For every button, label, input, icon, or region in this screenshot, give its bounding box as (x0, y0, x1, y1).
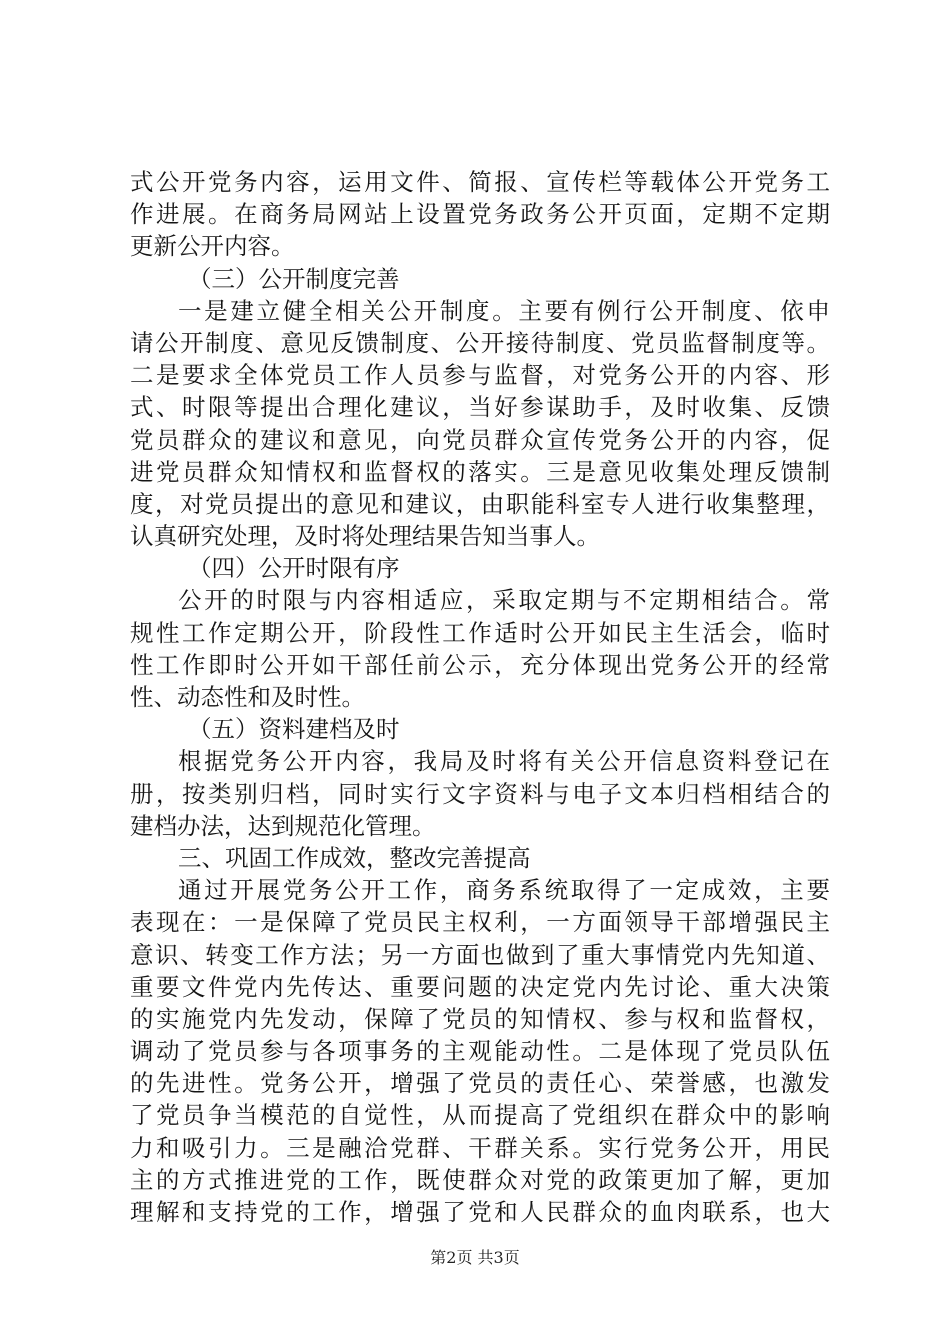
text-line: 表现在：一是保障了党员民主权利，一方面领导干部增强民主 (130, 908, 830, 937)
text-line: 主的方式推进党的工作，既使群众对党的政策更加了解，更加 (130, 1165, 830, 1194)
text-line: 式、时限等提出合理化建议，当好参谋助手，及时收集、反馈 (130, 393, 830, 422)
text-line: 公开的时限与内容相适应，采取定期与不定期相结合。常 (178, 586, 830, 615)
text-line: 通过开展党务公开工作，商务系统取得了一定成效，主要 (178, 876, 830, 905)
text-line: 根据党务公开内容，我局及时将有关公开信息资料登记在 (178, 747, 830, 776)
text-line: 理解和支持党的工作，增强了党和人民群众的血肉联系，也大 (130, 1198, 830, 1226)
text-line: 册，按类别归档，同时实行文字资料与电子文本归档相结合的 (130, 779, 830, 808)
section-heading: 三、巩固工作成效，整改完善提高 (178, 843, 531, 872)
section-heading: （四）公开时限有序 (188, 554, 400, 583)
text-line: 规性工作定期公开，阶段性工作适时公开如民主生活会，临时 (130, 618, 830, 647)
section-heading: （五）资料建档及时 (188, 715, 400, 744)
text-line: 调动了党员参与各项事务的主观能动性。二是体现了党员队伍 (130, 1037, 830, 1066)
text-line: 的先进性。党务公开，增强了党员的责任心、荣誉感，也激发 (130, 1069, 830, 1098)
text-line: 性、动态性和及时性。 (130, 683, 365, 711)
text-line: 党员群众的建议和意见，向党员群众宣传党务公开的内容，促 (130, 425, 830, 454)
section-heading: （三）公开制度完善 (188, 264, 400, 293)
text-line: 的实施党内先发动，保障了党员的知情权、参与权和监督权， (130, 1004, 830, 1033)
text-line: 进党员群众知情权和监督权的落实。三是意见收集处理反馈制 (130, 457, 830, 486)
text-line: 性工作即时公开如干部任前公示，充分体现出党务公开的经常 (130, 650, 830, 679)
text-line: 度，对党员提出的意见和建议，由职能科室专人进行收集整理， (130, 489, 830, 518)
text-line: 二是要求全体党员工作人员参与监督，对党务公开的内容、形 (130, 361, 830, 390)
text-line: 建档办法，达到规范化管理。 (130, 811, 436, 840)
text-line: 式公开党务内容，运用文件、简报、宣传栏等载体公开党务工 (130, 168, 830, 196)
text-line: 了党员争当模范的自觉性，从而提高了党组织在群众中的影响 (130, 1101, 830, 1130)
text-line: 作进展。在商务局网站上设置党务政务公开页面，定期不定期 (130, 200, 830, 229)
text-line: 重要文件党内先传达、重要问题的决定党内先讨论、重大决策 (130, 972, 830, 1001)
text-line: 认真研究处理，及时将处理结果告知当事人。 (130, 522, 600, 551)
text-line: 意识、转变工作方法；另一方面也做到了重大事情党内先知道、 (130, 940, 830, 969)
text-line: 更新公开内容。 (130, 232, 295, 261)
text-line: 力和吸引力。三是融洽党群、干群关系。实行党务公开，用民 (130, 1133, 830, 1162)
text-line: 请公开制度、意见反馈制度、公开接待制度、党员监督制度等。 (130, 328, 830, 357)
page-number-footer: 第2页 共3页 (430, 1248, 520, 1267)
body-text (130, 166, 830, 1228)
text-line: 一是建立健全相关公开制度。主要有例行公开制度、依申 (178, 296, 830, 325)
